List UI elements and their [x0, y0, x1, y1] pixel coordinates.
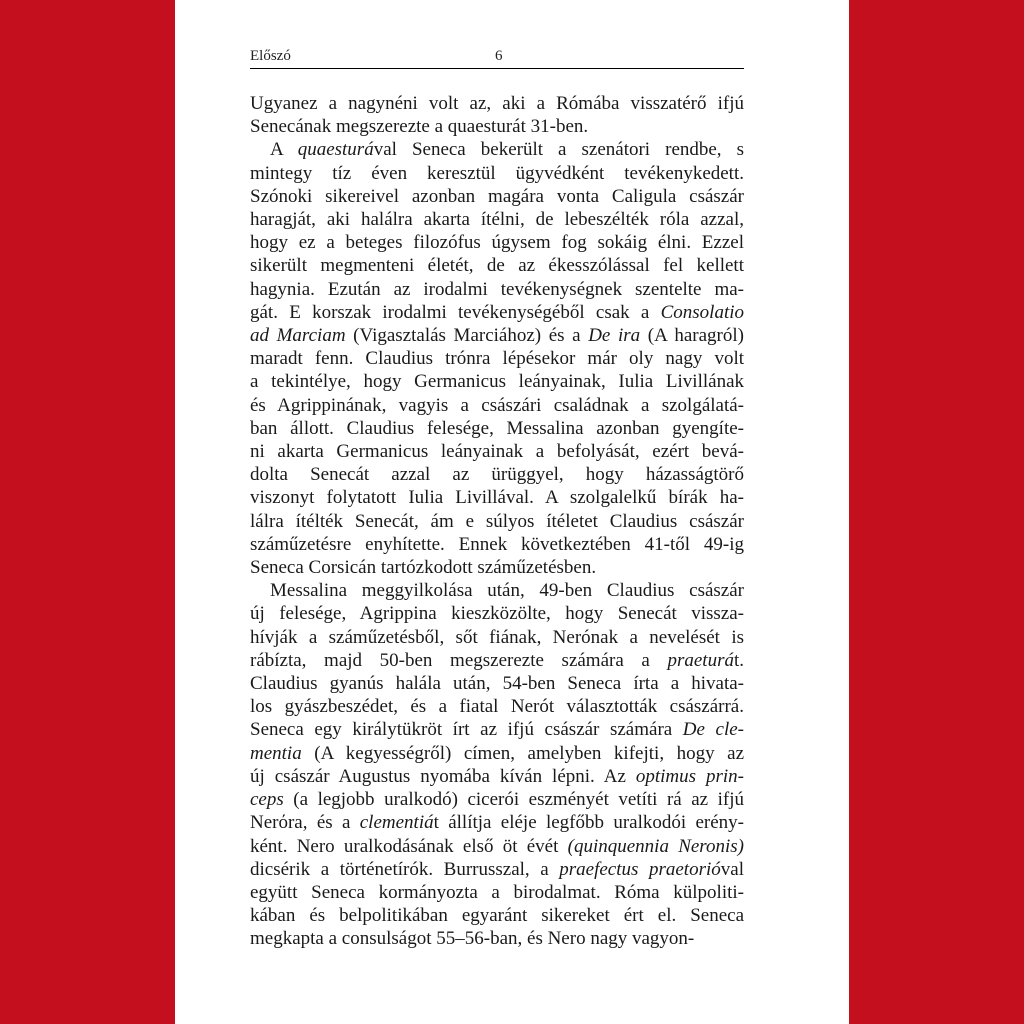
text-line — [250, 765, 744, 788]
italic-term: (quinquennia Neronis) — [567, 835, 744, 857]
text-run: Ugyanez a nagynéni volt az, aki a Rómába visszatérő ifjú — [250, 93, 744, 114]
text-run: (A kegyességről) címen, amelyben kifejti, hogy az — [301, 742, 744, 764]
text-run: hívják a száműzetésből, sőt fiának, Nerónak a nevelését is — [250, 626, 744, 648]
text-run: Senecának megszerezte a quaesturát 31-ben. — [250, 116, 589, 138]
text-run: hogy ez a beteges filozófus úgysem fog sokáig élni. Ezzel — [250, 232, 744, 254]
text-run: együtt Seneca kormányozta a birodalmat. Róma külpoliti- — [250, 881, 744, 903]
text-run: dolta Senecát azzal az ürüggyel, hogy házasságtörő — [250, 464, 744, 486]
text-run: ni akarta Germanicus leányainak a befolyását, ezért bevá- — [250, 441, 744, 463]
text-line — [250, 417, 744, 440]
text-line — [250, 602, 744, 625]
text-line — [250, 162, 744, 185]
text-line — [250, 394, 744, 417]
text-line — [250, 927, 744, 950]
text-line — [250, 92, 744, 115]
text-line — [250, 788, 744, 811]
text-line — [250, 626, 744, 649]
text-run: A — [270, 139, 298, 161]
text-run: sikerült megmenteni életét, de az ékesszólással fel kellett — [250, 255, 744, 277]
text-line — [250, 324, 744, 347]
text-run: val Seneca bekerült a szenátori rendbe, s — [373, 139, 744, 161]
text-run: los gyászbeszédet, és a fiatal Nerót választották császárrá. — [250, 696, 744, 718]
text-run: maradt fenn. Claudius trónra lépésekor már oly nagy volt — [250, 348, 744, 370]
text-line — [250, 208, 744, 231]
text-line — [250, 510, 744, 533]
page-number: 6 — [495, 48, 503, 64]
text-line — [250, 835, 744, 858]
italic-term: quaesturá — [297, 139, 374, 161]
text-line — [250, 742, 744, 765]
italic-term: mentia — [250, 742, 302, 764]
italic-term: ceps — [250, 789, 284, 811]
text-run: ként. Nero uralkodásának első öt évét — [250, 835, 568, 857]
text-run: gát. E korszak irodalmi tevékenységéből csak a — [250, 301, 661, 323]
text-run: Seneca egy királytükröt írt az ifjú császár számára — [250, 719, 683, 741]
italic-term: ad Marciam — [250, 325, 346, 347]
italic-term: praefectus praetorió — [559, 858, 721, 880]
text-run: Szónoki sikereivel azonban magára vonta Caligula császár — [250, 185, 744, 207]
text-run: mintegy tíz éven keresztül ügyvédként tevékenykedett. — [250, 162, 744, 184]
text-run: dicsérik a történetírók. Burrusszal, a — [250, 858, 560, 880]
text-line — [250, 672, 744, 695]
text-line — [250, 533, 744, 556]
text-run: Seneca Corsicán tartózkodott száműzetésben. — [250, 557, 597, 579]
text-run: Nerόra, és a — [250, 812, 360, 834]
italic-term: De cle- — [682, 719, 744, 741]
italic-term: optimus prin- — [635, 765, 744, 787]
text-line — [250, 811, 744, 834]
text-line — [250, 718, 744, 741]
text-line — [250, 904, 744, 927]
running-header — [250, 46, 744, 69]
text-line — [250, 278, 744, 301]
section-title: Előszó — [250, 48, 291, 64]
text-line — [250, 858, 744, 881]
text-run: új császár Augustus nyomába kíván lépni. Az — [250, 765, 636, 787]
text-run: Messalina meggyilkolása után, 49-ben Claudius császár — [270, 580, 744, 602]
book-page — [175, 0, 849, 1024]
italic-term: De ira — [588, 325, 641, 347]
text-line — [250, 138, 744, 161]
italic-term: praeturá — [667, 649, 734, 671]
text-run: haragját, aki halálra akarta ítélni, de lebeszélték róla azzal, — [250, 209, 744, 231]
text-line — [250, 185, 744, 208]
text-run: a tekintélye, hogy Germanicus leányainak, Iulia Livillának — [250, 371, 744, 393]
body-text — [250, 92, 744, 951]
text-line — [250, 486, 744, 509]
text-run: val — [720, 858, 744, 880]
text-line — [250, 695, 744, 718]
text-run: viszonyt folytatott Iulia Livillával. A szolgalelkű bírák ha- — [250, 487, 744, 509]
text-line — [250, 579, 744, 602]
text-line — [250, 370, 744, 393]
text-line — [250, 463, 744, 486]
text-line — [250, 301, 744, 324]
text-run: hagynia. Ezután az irodalmi tevékenységnek szentelte ma- — [250, 278, 744, 300]
italic-term: Consolatio — [660, 301, 744, 323]
text-run: (Vigasztalás Marciához) és a — [345, 325, 589, 347]
text-line — [250, 347, 744, 370]
text-line — [250, 231, 744, 254]
italic-term: clementiá — [359, 812, 434, 834]
text-line — [250, 115, 744, 138]
text-run: Claudius gyanús halála után, 54-ben Seneca írta a hivata- — [250, 673, 744, 695]
text-line — [250, 556, 744, 579]
text-run: és Agrippinának, vagyis a császári családnak a szolgálatá- — [250, 394, 744, 416]
text-run: kában és belpolitikában egyaránt sikereket ért el. Seneca — [250, 905, 744, 927]
text-run: (a legjobb uralkodó) cicerói eszményét vetíti rá az ifjú — [283, 789, 744, 811]
text-line — [250, 254, 744, 277]
text-run: rábízta, majd 50-ben megszerezte számára a — [250, 649, 668, 671]
text-run: (A haragról) — [640, 325, 744, 347]
text-line — [250, 649, 744, 672]
text-line — [250, 881, 744, 904]
text-line — [250, 440, 744, 463]
text-run: t. — [733, 649, 744, 671]
text-run: t állítja eléje legfőbb uralkodói erény- — [433, 812, 744, 834]
text-run: új felesége, Agrippina kieszközölte, hogy Senecát vissza- — [250, 603, 744, 625]
text-run: megkapta a consulságot 55–56-ban, és Nero nagy vagyon- — [250, 928, 695, 950]
text-run: ban állott. Claudius felesége, Messalina azonban gyengíte- — [250, 417, 744, 439]
text-run: lálra ítélték Senecát, ám e súlyos ítéletet Claudius császár — [250, 510, 744, 532]
text-run: száműzetésre enyhítette. Ennek következtében 41-től 49-ig — [250, 533, 744, 555]
